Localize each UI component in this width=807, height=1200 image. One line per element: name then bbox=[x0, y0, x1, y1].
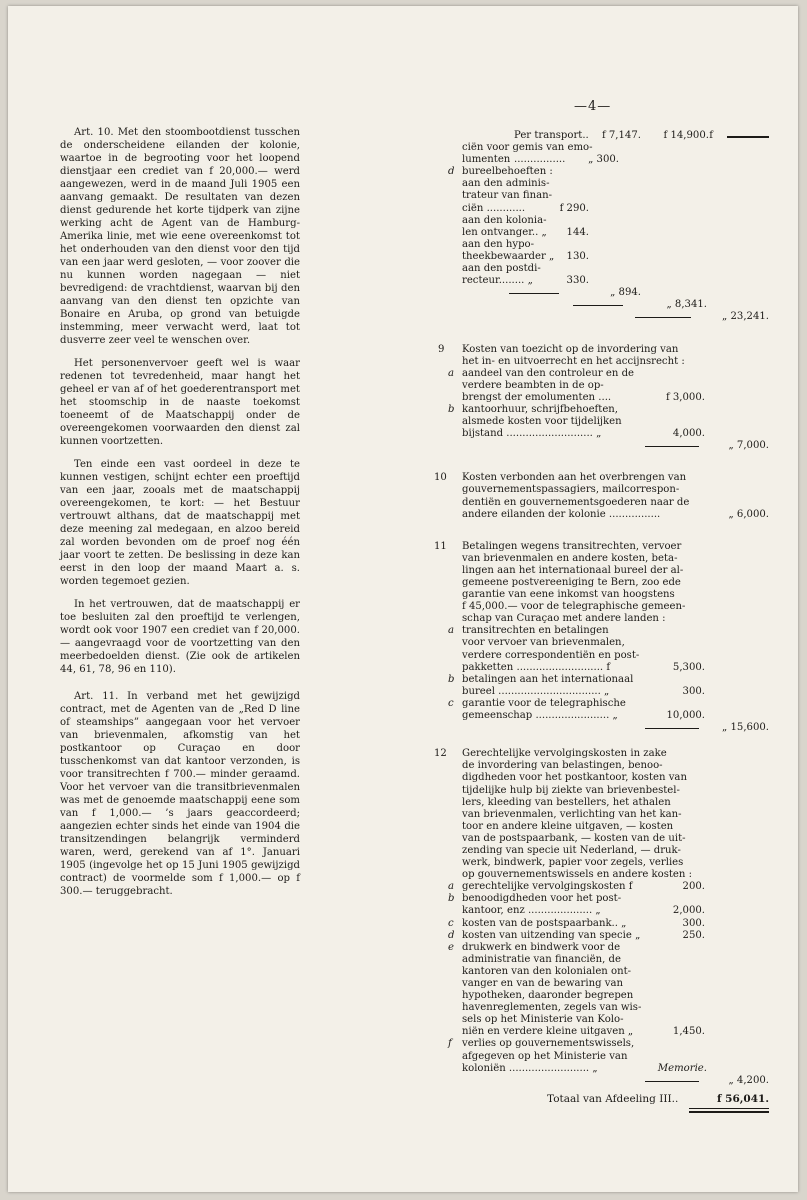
item10-line bbox=[434, 497, 769, 509]
item12-text: kosten van de postspaarbank.. „ bbox=[462, 917, 627, 929]
block8-line bbox=[434, 215, 769, 227]
block8-subtotal-row bbox=[434, 299, 769, 311]
item9-text: brengst der emolumenten .... bbox=[462, 391, 612, 403]
item11-line bbox=[434, 553, 769, 565]
spacer bbox=[434, 734, 769, 748]
item12-text: digdheden voor het postkantoor, kosten van bbox=[462, 772, 687, 784]
block8-text: recteur........ „ bbox=[462, 275, 533, 287]
item12-text: de invordering van belastingen, benoo- bbox=[462, 760, 663, 772]
item12-line bbox=[434, 905, 769, 917]
sub-label: b bbox=[448, 673, 455, 685]
block8-line bbox=[434, 190, 769, 202]
item12-b-value: 2,000. bbox=[672, 905, 705, 917]
item10-text: Kosten verbonden aan het overbrengen van bbox=[462, 472, 687, 484]
rule bbox=[645, 1081, 699, 1082]
sub-label: a bbox=[448, 625, 455, 637]
item12-line bbox=[434, 760, 769, 772]
block8-total: „ 23,241. bbox=[722, 311, 769, 323]
item12-d-value: 250. bbox=[682, 929, 705, 941]
paragraph-art10: Art. 10. Met den stoombootdienst tusschen de onderscheidene eilanden der kolonie, waartoe in de begrooting voor het loopend dienstjaar een crediet van f 20,000.— werd aangewezen, werd in de maand Juli 1905 een aanvang gemaakt. De resultaten van dezen dienst gedurende het korte tijdperk van zijne werking acht de Agent van de Hamburg-Amerika linie, met wie eene overeenkomst tot het onderhouden van den dienst voor den tijd van een jaar werd gesloten, — voor zoover die nu kunnen worden nagegaan — niet bevredigend: de vrachtdienst, waarvan bij den aanvang van den dienst ten opzichte van Bonaire en Aruba, op grond van betuigde instemming, meer verwacht werd, laat tot dusverre zeer veel te wenschen over. bbox=[60, 127, 300, 346]
block8-line bbox=[434, 251, 769, 263]
transport-label: Per transport.. bbox=[514, 130, 589, 141]
item12-line bbox=[434, 1063, 769, 1075]
block8-line bbox=[434, 227, 769, 239]
block8-text: aan den kolonia- bbox=[462, 214, 547, 226]
sub-label: b bbox=[448, 893, 455, 905]
item9-line bbox=[434, 380, 769, 392]
item12-e-value: 1,450. bbox=[672, 1026, 705, 1038]
item9-line bbox=[434, 428, 769, 440]
item12-line bbox=[434, 785, 769, 797]
item11-line bbox=[434, 613, 769, 625]
item12-total: „ 4,200. bbox=[728, 1074, 769, 1086]
item11-text: garantie voor de telegraphische bbox=[462, 697, 626, 709]
item11-text: Betalingen wegens transitrechten, vervoer bbox=[462, 540, 682, 552]
block8-value: 144. bbox=[566, 226, 589, 238]
leader-dots: ................ bbox=[514, 154, 566, 166]
item9-a-value: f 3,000. bbox=[665, 391, 705, 403]
item11-text: verdere correspondentiën en post- bbox=[462, 649, 640, 661]
block8-total-row bbox=[434, 311, 769, 323]
item12-text: gerechtelijke vervolgingskosten f bbox=[462, 881, 633, 893]
item12-line bbox=[434, 1002, 769, 1014]
item9-b-value: 4,000. bbox=[672, 428, 705, 440]
item12-text: kosten van uitzending van specie „ bbox=[462, 929, 641, 941]
item9-text: alsmede kosten voor tijdelijken bbox=[462, 416, 622, 428]
item9-line bbox=[434, 368, 769, 380]
paragraph-art11: Art. 11. In verband met het gewijzigd contract, met de Agenten van de „Red D line of steamships” aangegaan voor het vervoer van brievenmalen, afkomstig van het postkantoor op Curaçao en door tusschenkomst van dat kantoor verzonden, is voor transitrechten f 700.— minder geraamd. Voor het vervoer van die transitbrievenmalen was met de genoemde maatschappij eene som van f 1,000.— ’s jaars geaccordeerd; aangezien echter sinds het einde van 1904 die transitzendingen belangrijk verminderd waren, werd, gerekend van af 1°. Januari 1905 (ingevolge het op 15 Juni 1905 gewijzigd contract) de voormelde som f 1,000.— op f 300.— teruggebracht. bbox=[60, 691, 300, 897]
block8-text: ciën voor gemis van emo- bbox=[462, 142, 593, 154]
item11-c-value: 10,000. bbox=[666, 710, 705, 722]
item12-text: zending van specie uit Nederland, — druk- bbox=[462, 844, 681, 856]
item9-line bbox=[434, 344, 769, 356]
item11-text: bureel ................................ „ bbox=[462, 685, 610, 697]
item12-text: verlies op gouvernementswissels, bbox=[462, 1038, 635, 1050]
item10-text: gouvernementspassagiers, mailcorrespon- bbox=[462, 484, 680, 496]
block8-text: ciën ............ bbox=[462, 202, 526, 214]
item11-line bbox=[434, 541, 769, 553]
sub-label: d bbox=[448, 166, 455, 178]
block8-subtotal-row bbox=[434, 287, 769, 299]
rule bbox=[645, 728, 699, 729]
spacer bbox=[434, 324, 769, 344]
item12-line bbox=[434, 845, 769, 857]
block8-value: 130. bbox=[566, 250, 589, 262]
item10-line bbox=[434, 472, 769, 484]
block8-subtotal-1: „ 894. bbox=[610, 287, 641, 299]
item9-line bbox=[434, 404, 769, 416]
item12-line bbox=[434, 1051, 769, 1063]
item11-text: betalingen aan het internationaal bbox=[462, 673, 634, 685]
item12-text: sels op het Ministerie van Kolo- bbox=[462, 1014, 624, 1026]
item12-text: op gouvernementswissels en andere kosten : bbox=[462, 869, 693, 881]
item12-text: kantoor, enz .................... „ bbox=[462, 905, 601, 917]
item11-line bbox=[434, 589, 769, 601]
item9-line bbox=[434, 356, 769, 368]
block8-text: aan den postdi- bbox=[462, 263, 541, 275]
item-number: 10 bbox=[434, 472, 447, 484]
item12-text: van de postspaarbank, — kosten van de uit- bbox=[462, 832, 686, 844]
item11-text: lingen aan het internationaal bureel der al- bbox=[462, 564, 684, 576]
item12-line bbox=[434, 942, 769, 954]
sub-label: c bbox=[448, 917, 454, 929]
item12-line bbox=[434, 881, 769, 893]
block8-emolument-value: „ 300. bbox=[588, 154, 619, 166]
block8-text: bureelbehoeften : bbox=[462, 166, 553, 178]
item12-text: vanger en van de bewaring van bbox=[462, 978, 623, 989]
block8-line bbox=[434, 275, 769, 287]
item12-line bbox=[434, 748, 769, 760]
item12-total-row bbox=[434, 1075, 769, 1087]
rule bbox=[509, 293, 559, 294]
item11-line bbox=[434, 662, 769, 674]
item12-text: werk, bindwerk, papier voor zegels, verlies bbox=[462, 857, 684, 869]
item12-text: kantoren van den kolonialen ont- bbox=[462, 965, 632, 977]
item12-line bbox=[434, 833, 769, 845]
transport-rule bbox=[727, 136, 769, 138]
item12-line bbox=[434, 930, 769, 942]
item11-text: van brievenmalen en andere kosten, beta- bbox=[462, 552, 678, 564]
item-number: 11 bbox=[434, 540, 447, 552]
item11-text: pakketten ........................... f bbox=[462, 661, 611, 673]
paragraph-passenger-transport: Het personenvervoer geeft wel is waar redenen tot tevredenheid, maar hangt het geheel er van af of het goederentransport met het stoomschip in de naaste toekomst toeneemt of de Maatschappij onder de overeengekomen voorwaarden den dienst zal kunnen voortzetten. bbox=[60, 358, 300, 447]
rule bbox=[635, 317, 691, 318]
sub-label: d bbox=[448, 929, 455, 941]
item11-line bbox=[434, 637, 769, 649]
item11-line bbox=[434, 577, 769, 589]
item11-line bbox=[434, 698, 769, 710]
item11-b-value: 300. bbox=[682, 685, 705, 697]
block8-subtotal-2: „ 8,341. bbox=[666, 299, 707, 311]
sub-label: a bbox=[448, 367, 455, 379]
document-page bbox=[8, 6, 798, 1192]
item12-line bbox=[434, 1038, 769, 1050]
transport-value-3: f bbox=[709, 130, 713, 141]
item12-text: administratie van financiën, de bbox=[462, 953, 621, 965]
grand-total-row bbox=[434, 1093, 769, 1109]
item9-text: het in- en uitvoerrecht en het accijnsrecht : bbox=[462, 355, 685, 367]
item12-line bbox=[434, 869, 769, 881]
item12-text: benoodigdheden voor het post- bbox=[462, 893, 622, 905]
block8-value: 330. bbox=[566, 275, 589, 287]
item11-text: voor vervoer van brievenmalen, bbox=[462, 637, 625, 649]
item12-text: drukwerk en bindwerk voor de bbox=[462, 941, 621, 953]
item12-text: koloniën ......................... „ bbox=[462, 1062, 598, 1074]
block8-text: theekbewaarder „ bbox=[462, 250, 555, 262]
block8-line bbox=[434, 263, 769, 275]
grand-total-value: f 56,041. bbox=[716, 1092, 769, 1105]
transport-row bbox=[434, 130, 769, 142]
block8-line bbox=[434, 142, 769, 154]
item12-line bbox=[434, 893, 769, 905]
item11-a-value: 5,300. bbox=[672, 661, 705, 673]
sub-label: c bbox=[448, 697, 454, 709]
item12-line bbox=[434, 990, 769, 1002]
item11-line bbox=[434, 650, 769, 662]
sub-label: a bbox=[448, 881, 455, 893]
item9-line bbox=[434, 392, 769, 404]
item12-text: Gerechtelijke vervolgingskosten in zake bbox=[462, 748, 667, 760]
sub-label: f bbox=[448, 1038, 452, 1050]
block8-line bbox=[434, 203, 769, 215]
item-number: 12 bbox=[434, 748, 447, 760]
item12-text: toor en andere kleine uitgaven, — kosten bbox=[462, 820, 674, 832]
item11-line bbox=[434, 674, 769, 686]
block8-line bbox=[434, 166, 769, 178]
item12-line bbox=[434, 797, 769, 809]
item12-line bbox=[434, 809, 769, 821]
block8-text: lumenten bbox=[462, 154, 511, 166]
item10-text: andere eilanden der kolonie ................ bbox=[462, 508, 661, 520]
paragraph-trial-period: Ten einde een vast oordeel in deze te kunnen vestigen, schijnt echter een proeftijd van een jaar, zooals met de maatschappij overeengekomen, te kort: — het Bestuur vertrouwt althans, dat de maatschappij met deze meening zal medegaan, en alzoo bereid zal worden bevonden om de proef nog één jaar voort te zetten. De beslissing in deze kan eerst in den loop der maand Maart a. s. worden tegemoet gezien. bbox=[60, 459, 300, 587]
item9-line bbox=[434, 416, 769, 428]
grand-total-rule bbox=[689, 1111, 769, 1113]
item12-text: tijdelijke hulp bij ziekte van brievenbestel- bbox=[462, 784, 680, 796]
item12-f-value: Memorie. bbox=[657, 1062, 707, 1074]
item11-total-row bbox=[434, 722, 769, 734]
item11-line bbox=[434, 601, 769, 613]
transport-value-2: f 14,900. bbox=[663, 130, 709, 141]
item9-text: verdere beambten in de op- bbox=[462, 379, 604, 391]
rule bbox=[645, 446, 699, 447]
item11-line bbox=[434, 565, 769, 577]
item9-text: aandeel van den controleur en de bbox=[462, 367, 634, 379]
block8-value: f 290. bbox=[559, 202, 589, 214]
item12-text: van brievenmalen, verlichting van het kan- bbox=[462, 808, 682, 820]
spacer bbox=[434, 521, 769, 541]
item9-text: kantoorhuur, schrijfbehoeften, bbox=[462, 403, 619, 415]
item11-text: f 45,000.— voor de telegraphische gemeen- bbox=[462, 601, 686, 613]
item12-line bbox=[434, 772, 769, 784]
sub-label: e bbox=[448, 941, 454, 953]
spacer bbox=[434, 452, 769, 472]
item11-text: gemeenschap ....................... „ bbox=[462, 710, 618, 722]
item12-text: havenreglementen, zegels van wis- bbox=[462, 1002, 642, 1014]
grand-total-label: Totaal van Afdeeling III.. bbox=[547, 1092, 679, 1105]
item12-line bbox=[434, 954, 769, 966]
item10-total: „ 6,000. bbox=[728, 508, 769, 520]
block8-line bbox=[434, 239, 769, 251]
item12-line bbox=[434, 966, 769, 978]
sub-label: b bbox=[448, 403, 455, 415]
item12-text: hypotheken, daaronder begrepen bbox=[462, 990, 634, 1002]
item10-line bbox=[434, 484, 769, 496]
item11-text: gemeene postvereeniging te Bern, zoo ede bbox=[462, 577, 681, 588]
block8-text: aan den adminis- bbox=[462, 178, 550, 190]
item12-line bbox=[434, 1026, 769, 1038]
item12-text: niën en verdere kleine uitgaven „ bbox=[462, 1026, 634, 1038]
item11-line bbox=[434, 686, 769, 698]
item11-text: transitrechten en betalingen bbox=[462, 625, 609, 637]
item11-line bbox=[434, 625, 769, 637]
item12-text: lers, kleeding van bestellers, het athalen bbox=[462, 796, 671, 808]
item9-total-row bbox=[434, 440, 769, 452]
item12-text: afgegeven op het Ministerie van bbox=[462, 1050, 628, 1062]
item9-text: bijstand ........................... „ bbox=[462, 428, 602, 440]
item12-a-value: 200. bbox=[682, 881, 705, 893]
grand-total-rule bbox=[689, 1108, 769, 1109]
item9-text: Kosten van toezicht op de invordering van bbox=[462, 343, 679, 355]
rule bbox=[573, 305, 623, 306]
item12-line bbox=[434, 918, 769, 930]
item11-text: garantie van eene inkomst van hoogstens bbox=[462, 589, 675, 601]
block8-text: len ontvanger.. „ bbox=[462, 226, 547, 238]
block8-line bbox=[434, 178, 769, 190]
explanatory-text-column bbox=[60, 126, 300, 908]
budget-table-column bbox=[434, 130, 769, 1109]
item11-text: schap van Curaçao met andere landen : bbox=[462, 613, 666, 625]
item12-line bbox=[434, 857, 769, 869]
item12-line bbox=[434, 1014, 769, 1026]
item12-c-value: 300. bbox=[682, 917, 705, 929]
item10-text: dentiën en gouvernementsgoederen naar de bbox=[462, 496, 690, 508]
page-number: —4— bbox=[574, 99, 612, 114]
block8-text: aan den hypo- bbox=[462, 238, 535, 250]
block8-text: trateur van finan- bbox=[462, 190, 553, 202]
paragraph-credit-1907: In het vertrouwen, dat de maatschappij er toe besluiten zal den proeftijd te verlengen, wordt ook voor 1907 een crediet van f 20,000.— aangevraagd voor de voortzetting van den meerbedoelden dienst. (Zie ook de artikelen 44, 61, 78, 96 en 110). bbox=[60, 599, 300, 675]
item12-line bbox=[434, 821, 769, 833]
item10-line bbox=[434, 509, 769, 521]
item9-total: „ 7,000. bbox=[728, 440, 769, 452]
item-number: 9 bbox=[438, 343, 445, 355]
transport-value-1: f 7,147. bbox=[601, 130, 641, 141]
item11-total: „ 15,600. bbox=[722, 722, 769, 734]
item12-line bbox=[434, 978, 769, 990]
block8-line bbox=[434, 154, 769, 166]
item11-line bbox=[434, 710, 769, 722]
